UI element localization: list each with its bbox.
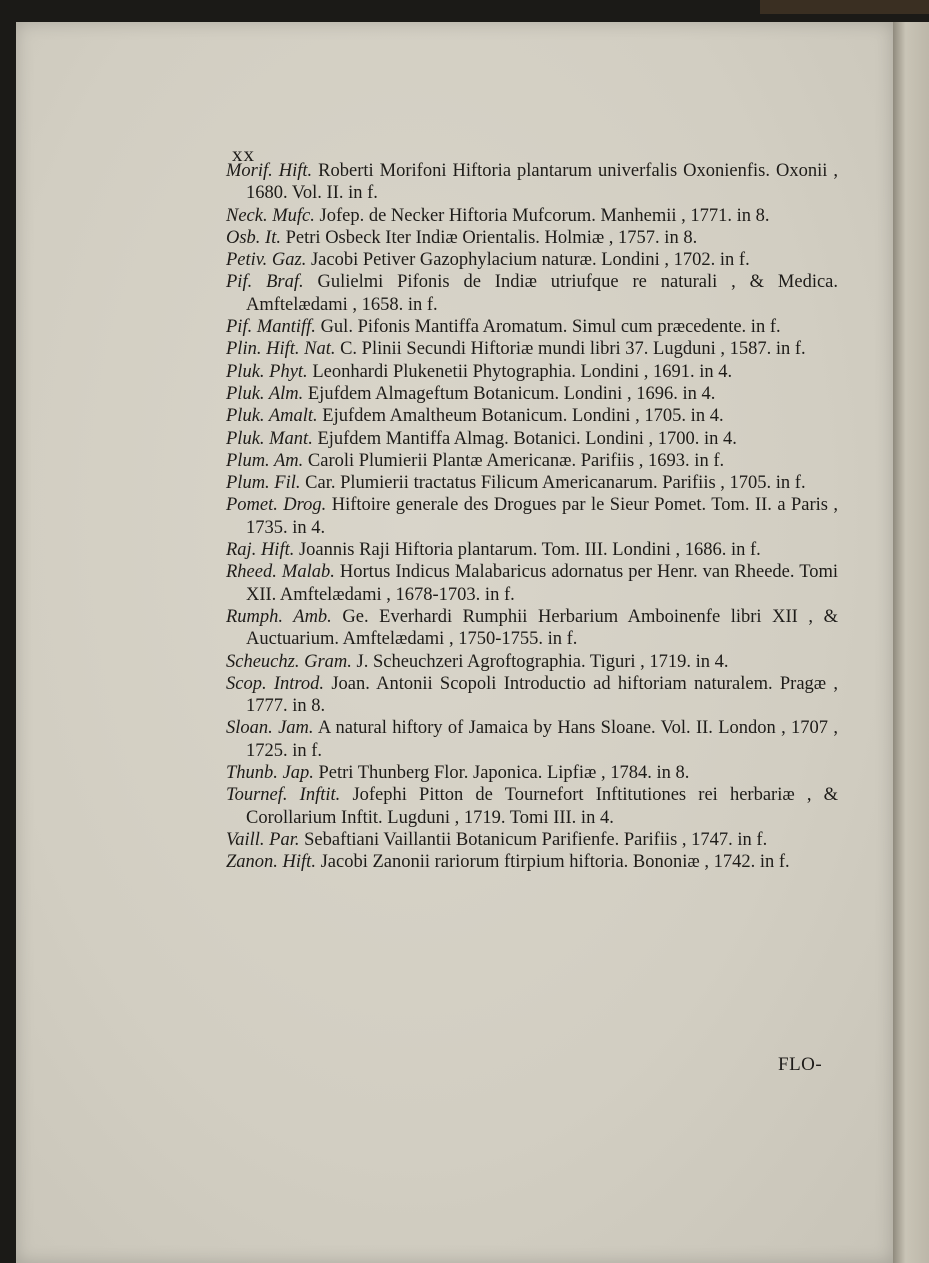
bibliography-entry — [226, 539, 838, 561]
bibliography-entry — [226, 472, 838, 494]
entry-text: C. Plinii Secundi Hiftoriæ mundi libri 37. Lugduni , 1587. in f. — [340, 339, 806, 360]
entry-abbreviation: Pif. Braf. — [226, 272, 304, 293]
entry-text: Sebaftiani Vaillantii Botanicum Parifienfe. Parifiis , 1747. in f. — [304, 829, 768, 850]
bibliography-entry — [226, 160, 838, 205]
entry-abbreviation: Pomet. Drog. — [226, 495, 327, 516]
entry-abbreviation: Pluk. Amalt. — [226, 406, 318, 427]
bibliography-entry — [226, 494, 838, 539]
bibliography-entry — [226, 271, 838, 316]
bibliography-entry — [226, 205, 838, 227]
entry-abbreviation: Neck. Mufc. — [226, 205, 315, 226]
bibliography-entry — [226, 316, 838, 338]
entry-abbreviation: Pluk. Mant. — [226, 428, 313, 449]
entry-text: Gulielmi Pifonis de Indiæ utriufque re naturali , & Medica. Amftelædami , 1658. in f. — [246, 272, 839, 315]
bibliography-entry — [226, 673, 838, 718]
entry-abbreviation: Plin. Hift. Nat. — [226, 339, 336, 360]
entry-abbreviation: Plum. Fil. — [226, 473, 301, 494]
entry-abbreviation: Osb. It. — [226, 227, 281, 248]
entry-text: Ejufdem Mantiffa Almag. Botanici. Londini , 1700. in 4. — [317, 428, 737, 449]
entry-text: Joan. Antonii Scopoli Introductio ad hiftoriam naturalem. Pragæ , 1777. in 8. — [246, 673, 839, 717]
entry-text: Leonhardi Plukenetii Phytographia. Londini , 1691. in 4. — [312, 361, 733, 382]
bibliography-entry — [226, 249, 838, 271]
entry-text: Ejufdem Almageftum Botanicum. Londini , 1696. in 4. — [307, 383, 716, 404]
entry-abbreviation: Morif. Hift. — [226, 161, 313, 181]
bibliography-entry — [226, 606, 838, 651]
entry-text: J. Scheuchzeri Agroftographia. Tiguri , 1719. in 4. — [356, 651, 729, 672]
entry-text: Ge. Everhardi Rumphii Herbarium Amboinenfe libri XII , & Auctuarium. Amftelædami , 1750-1755. in f. — [246, 606, 838, 650]
entry-abbreviation: Rheed. Malab. — [226, 562, 335, 583]
entry-abbreviation: Vaill. Par. — [226, 829, 300, 850]
bibliography-entry — [226, 784, 838, 829]
entry-text: Hortus Indicus Malabaricus adornatus per Henr. van Rheede. Tomi XII. Amftelædami , 1678-1703. in f. — [246, 562, 839, 605]
entry-abbreviation: Pluk. Alm. — [226, 383, 304, 404]
entry-abbreviation: Sloan. Jam. — [226, 718, 314, 739]
bibliography-entry — [226, 651, 838, 673]
entry-abbreviation: Zanon. Hift. — [226, 852, 316, 873]
entry-abbreviation: Scop. Introd. — [226, 673, 325, 694]
entry-text: A natural hiftory of Jamaica by Hans Sloane. Vol. II. London , 1707 , 1725. in f. — [246, 718, 839, 761]
entry-text: Petri Thunberg Flor. Japonica. Lipfiæ , 1784. in 8. — [318, 763, 690, 784]
entry-abbreviation: Tournef. Inftit. — [226, 785, 341, 806]
bibliography-entry — [226, 405, 838, 427]
bibliography-entry — [226, 829, 838, 851]
bibliography-entry — [226, 450, 838, 472]
bibliography-entry — [226, 561, 838, 606]
bibliography-entry — [226, 428, 838, 450]
bibliography-entry — [226, 851, 838, 873]
book-cover-edge — [760, 0, 929, 14]
next-page-edge — [893, 22, 929, 1263]
catchword: FLO- — [778, 1054, 823, 1075]
entry-abbreviation: Plum. Am. — [226, 450, 304, 471]
entry-abbreviation: Scheuchz. Gram. — [226, 651, 352, 672]
bibliography-entry — [226, 383, 838, 405]
entry-abbreviation: Pluk. Phyt. — [226, 361, 308, 382]
entry-text: Jofephi Pitton de Tournefort Inftitutiones rei herbariæ , & Corollarium Inftit. Lugduni , 1719. Tomi III. in 4. — [246, 785, 838, 828]
entry-text: Petri Osbeck Iter Indiæ Orientalis. Holmiæ , 1757. in 8. — [285, 227, 698, 248]
entry-abbreviation: Petiv. Gaz. — [226, 250, 307, 271]
entry-text: Caroli Plumierii Plantæ Americanæ. Parifiis , 1693. in f. — [307, 450, 725, 471]
entry-abbreviation: Thunb. Jap. — [226, 763, 314, 784]
entry-abbreviation: Raj. Hift. — [226, 540, 295, 561]
bibliography-list — [226, 160, 838, 874]
bibliography-entry — [226, 762, 838, 784]
entry-text: Joannis Raji Hiftoria plantarum. Tom. III. Londini , 1686. in f. — [298, 540, 761, 561]
entry-text: Car. Plumierii tractatus Filicum Americanarum. Parifiis , 1705. in f. — [305, 473, 806, 494]
bibliography-entry — [226, 717, 838, 762]
entry-text: Roberti Morifoni Hiftoria plantarum univerfalis Oxonienfis. Oxonii , 1680. Vol. II. in f. — [246, 161, 838, 204]
bibliography-entry — [226, 361, 838, 383]
entry-text: Hiftoire generale des Drogues par le Sieur Pomet. Tom. II. a Paris , 1735. in 4. — [246, 495, 838, 538]
bibliography-entry — [226, 338, 838, 360]
entry-text: Gul. Pifonis Mantiffa Aromatum. Simul cum præcedente. in f. — [320, 317, 781, 338]
bibliography-entry — [226, 227, 838, 249]
entry-text: Ejufdem Amaltheum Botanicum. Londini , 1705. in 4. — [322, 406, 724, 427]
page-number: xx — [232, 142, 255, 166]
entry-text: Jacobi Zanonii rariorum ftirpium hiftoria. Bononiæ , 1742. in f. — [320, 852, 790, 873]
entry-text: Jofep. de Necker Hiftoria Mufcorum. Manhemii , 1771. in 8. — [319, 205, 770, 226]
entry-text: Jacobi Petiver Gazophylacium naturæ. Londini , 1702. in f. — [310, 250, 750, 271]
entry-abbreviation: Pif. Mantiff. — [226, 317, 316, 338]
entry-abbreviation: Rumph. Amb. — [226, 606, 332, 627]
